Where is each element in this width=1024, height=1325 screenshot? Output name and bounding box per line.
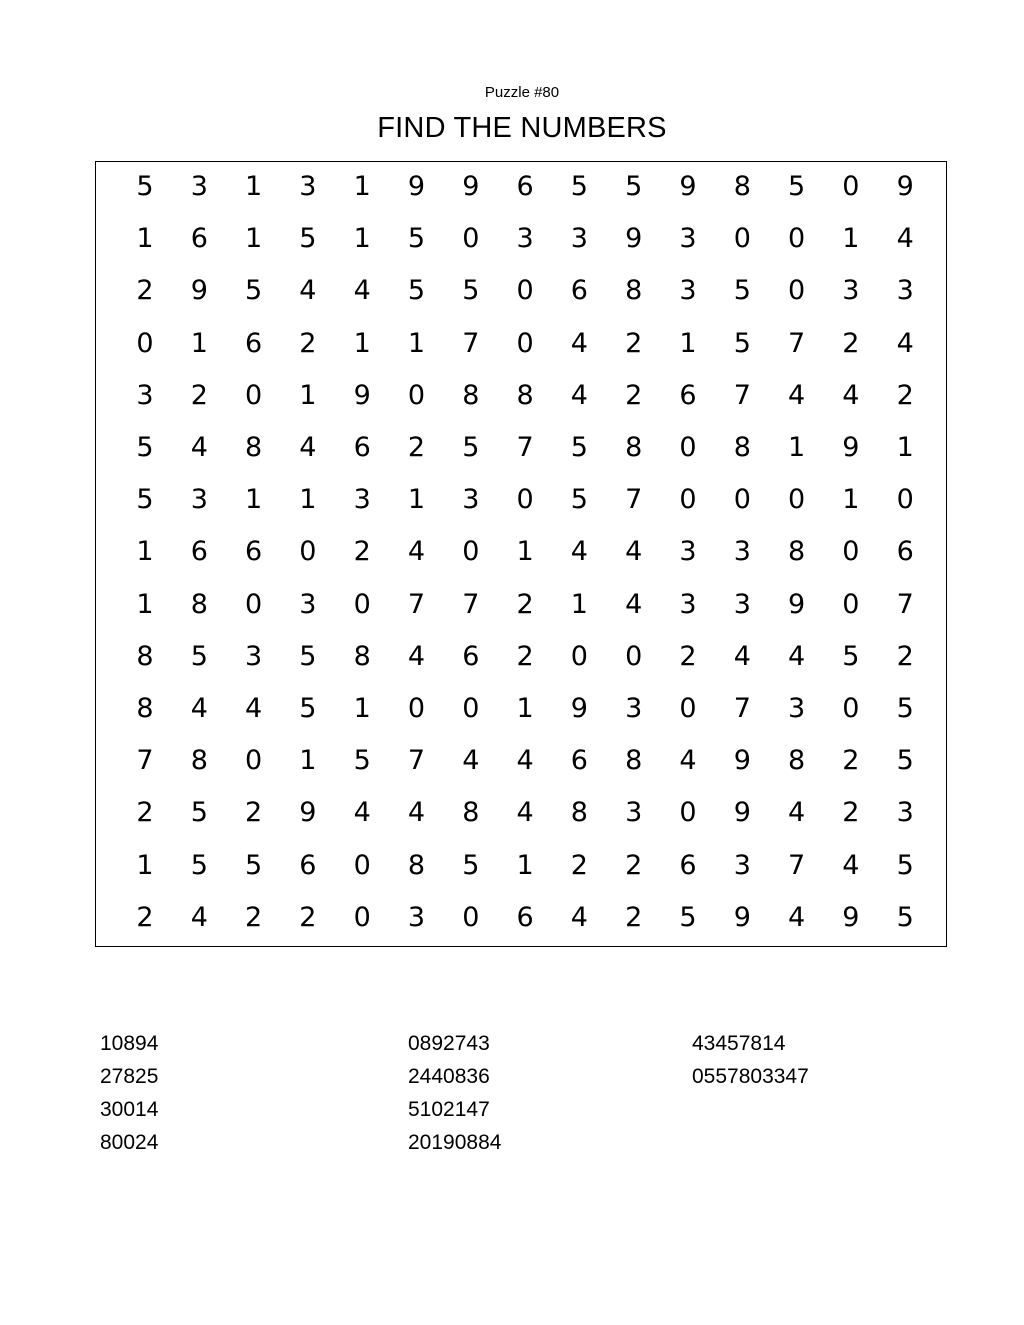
grid-cell[interactable]: 5 bbox=[788, 171, 806, 202]
grid-cell[interactable]: 6 bbox=[679, 379, 697, 411]
grid-cell[interactable]: 4 bbox=[299, 432, 317, 463]
grid-cell[interactable]: 5 bbox=[190, 797, 208, 829]
grid-cell[interactable]: 1 bbox=[245, 171, 263, 202]
grid-cell[interactable]: 1 bbox=[136, 536, 154, 568]
grid-cell[interactable]: 3 bbox=[625, 693, 643, 724]
grid-cell[interactable]: 4 bbox=[788, 379, 806, 411]
grid-cell[interactable]: 2 bbox=[516, 588, 534, 620]
grid-cell[interactable]: 0 bbox=[245, 379, 263, 411]
grid-cell[interactable]: 4 bbox=[190, 693, 208, 724]
grid-cell[interactable]: 9 bbox=[842, 432, 860, 463]
grid-cell[interactable]: 0 bbox=[353, 849, 371, 881]
grid-cell[interactable]: 9 bbox=[679, 171, 697, 202]
grid-cell[interactable]: 9 bbox=[190, 275, 208, 307]
word-list-item: 30014 bbox=[100, 1098, 159, 1121]
grid-cell[interactable]: 3 bbox=[462, 484, 480, 516]
grid-cell[interactable]: 5 bbox=[462, 432, 480, 463]
grid-cell[interactable]: 2 bbox=[245, 901, 263, 933]
number-grid bbox=[95, 161, 947, 947]
grid-cell[interactable]: 7 bbox=[407, 588, 426, 620]
grid-cell[interactable]: 5 bbox=[353, 745, 371, 777]
grid-cell[interactable]: 4 bbox=[788, 640, 806, 672]
grid-cell[interactable]: 1 bbox=[299, 745, 317, 777]
grid-cell[interactable]: 0 bbox=[353, 588, 371, 620]
grid-cell[interactable]: 1 bbox=[407, 327, 426, 359]
grid-cell[interactable]: 0 bbox=[245, 588, 263, 620]
grid-cell[interactable]: 5 bbox=[570, 484, 588, 516]
grid-cell[interactable]: 1 bbox=[190, 327, 208, 359]
grid-cell[interactable]: 7 bbox=[136, 745, 154, 777]
grid-cell[interactable]: 3 bbox=[896, 275, 914, 307]
grid-cell[interactable]: 2 bbox=[190, 379, 208, 411]
grid-cell[interactable]: 0 bbox=[788, 275, 806, 307]
grid-cell[interactable]: 6 bbox=[570, 745, 588, 777]
grid-cell[interactable]: 9 bbox=[733, 745, 751, 777]
grid-cell[interactable]: 9 bbox=[788, 588, 806, 620]
grid-cell[interactable]: 0 bbox=[842, 171, 860, 202]
grid-cell[interactable]: 7 bbox=[788, 327, 806, 359]
grid-cell[interactable]: 2 bbox=[842, 327, 860, 359]
grid-cell[interactable]: 3 bbox=[788, 693, 806, 724]
grid-cell[interactable]: 0 bbox=[679, 797, 697, 829]
grid-cell[interactable]: 5 bbox=[462, 849, 480, 881]
grid-cell[interactable]: 9 bbox=[733, 901, 751, 933]
grid-cell[interactable]: 1 bbox=[299, 379, 317, 411]
grid-cell[interactable]: 5 bbox=[842, 640, 860, 672]
grid-cell[interactable]: 0 bbox=[679, 432, 697, 463]
grid-cell[interactable]: 4 bbox=[788, 797, 806, 829]
grid-cell[interactable]: 1 bbox=[245, 223, 263, 255]
grid-cell[interactable]: 8 bbox=[407, 849, 426, 881]
word-list-item: 0557803347 bbox=[692, 1065, 809, 1088]
grid-cell[interactable]: 7 bbox=[625, 484, 643, 516]
grid-cell[interactable]: 4 bbox=[842, 379, 860, 411]
grid-cell[interactable]: 8 bbox=[190, 745, 208, 777]
grid-cell[interactable]: 9 bbox=[570, 693, 588, 724]
grid-cell[interactable]: 4 bbox=[733, 640, 751, 672]
grid-cell[interactable]: 8 bbox=[516, 379, 534, 411]
grid-cell[interactable]: 9 bbox=[462, 171, 480, 202]
grid-cell[interactable]: 7 bbox=[733, 379, 751, 411]
grid-cell[interactable]: 8 bbox=[733, 432, 751, 463]
grid-cell[interactable]: 2 bbox=[299, 327, 317, 359]
grid-cell[interactable]: 5 bbox=[570, 432, 588, 463]
grid-cell[interactable]: 6 bbox=[516, 171, 534, 202]
grid-cell[interactable]: 0 bbox=[842, 693, 860, 724]
grid-cell[interactable]: 0 bbox=[733, 484, 751, 516]
grid-cell[interactable]: 3 bbox=[733, 536, 751, 568]
grid-cell[interactable]: 9 bbox=[407, 171, 426, 202]
grid-cell[interactable]: 4 bbox=[353, 797, 371, 829]
grid-cell[interactable]: 1 bbox=[136, 849, 154, 881]
grid-cell[interactable]: 4 bbox=[570, 327, 588, 359]
grid-cell[interactable]: 5 bbox=[896, 901, 914, 933]
grid-cell[interactable]: 5 bbox=[190, 640, 208, 672]
grid-cell[interactable]: 0 bbox=[516, 484, 534, 516]
grid-cell[interactable]: 7 bbox=[462, 588, 480, 620]
grid-cell[interactable]: 1 bbox=[353, 223, 371, 255]
grid-cell[interactable]: 1 bbox=[353, 171, 371, 202]
grid-cell[interactable]: 8 bbox=[570, 797, 588, 829]
grid-cell[interactable]: 9 bbox=[733, 797, 751, 829]
grid-cell[interactable]: 9 bbox=[842, 901, 860, 933]
grid-cell[interactable]: 9 bbox=[896, 171, 914, 202]
grid-cell[interactable]: 1 bbox=[136, 588, 154, 620]
grid-cell[interactable]: 0 bbox=[353, 901, 371, 933]
grid-cell[interactable]: 6 bbox=[190, 536, 208, 568]
grid-cell[interactable]: 1 bbox=[245, 484, 263, 516]
grid-cell[interactable]: 3 bbox=[570, 223, 588, 255]
grid-cell[interactable]: 4 bbox=[245, 693, 263, 724]
grid-cell[interactable]: 6 bbox=[570, 275, 588, 307]
grid-cell[interactable]: 5 bbox=[733, 275, 751, 307]
grid-cell[interactable]: 4 bbox=[842, 849, 860, 881]
grid-cell[interactable]: 5 bbox=[299, 693, 317, 724]
grid-cell[interactable]: 0 bbox=[842, 588, 860, 620]
grid-cell[interactable]: 1 bbox=[842, 484, 860, 516]
grid-cell[interactable]: 3 bbox=[842, 275, 860, 307]
grid-cell[interactable]: 4 bbox=[570, 901, 588, 933]
grid-cell[interactable]: 0 bbox=[733, 223, 751, 255]
grid-cell[interactable]: 5 bbox=[570, 171, 588, 202]
grid-cell[interactable]: 6 bbox=[516, 901, 534, 933]
word-list-item: 20190884 bbox=[408, 1131, 502, 1154]
grid-cell[interactable]: 4 bbox=[788, 901, 806, 933]
grid-cell[interactable]: 2 bbox=[570, 849, 588, 881]
grid-cell[interactable]: 3 bbox=[353, 484, 371, 516]
grid-cell[interactable]: 5 bbox=[136, 171, 154, 202]
grid-cell[interactable]: 4 bbox=[679, 745, 697, 777]
grid-cell[interactable]: 1 bbox=[353, 693, 371, 724]
grid-cell[interactable]: 8 bbox=[625, 432, 643, 463]
grid-cell[interactable]: 5 bbox=[190, 849, 208, 881]
grid-cell[interactable]: 0 bbox=[462, 693, 480, 724]
grid-cell[interactable]: 3 bbox=[733, 849, 751, 881]
grid-cell[interactable]: 2 bbox=[896, 379, 914, 411]
grid-cell[interactable]: 0 bbox=[516, 275, 534, 307]
grid-cell[interactable]: 9 bbox=[625, 223, 643, 255]
grid-cell[interactable]: 2 bbox=[136, 275, 154, 307]
grid-cell[interactable]: 8 bbox=[625, 745, 643, 777]
grid-cell[interactable]: 5 bbox=[299, 223, 317, 255]
grid-cell[interactable]: 3 bbox=[679, 588, 697, 620]
grid-cell[interactable]: 1 bbox=[896, 432, 914, 463]
grid-cell[interactable]: 6 bbox=[896, 536, 914, 568]
grid-cell[interactable]: 8 bbox=[136, 640, 154, 672]
grid-cell[interactable]: 3 bbox=[190, 484, 208, 516]
grid-cell[interactable]: 3 bbox=[625, 797, 643, 829]
puzzle-number: Puzzle #80 bbox=[484, 84, 560, 101]
grid-cell[interactable]: 9 bbox=[353, 379, 371, 411]
word-list-item: 5102147 bbox=[408, 1098, 490, 1121]
grid-cell[interactable]: 0 bbox=[407, 379, 426, 411]
grid-cell[interactable]: 0 bbox=[570, 640, 588, 672]
grid-cell[interactable]: 1 bbox=[570, 588, 588, 620]
grid-cell[interactable]: 3 bbox=[679, 536, 697, 568]
grid-cell[interactable]: 0 bbox=[679, 693, 697, 724]
grid-cell[interactable]: 4 bbox=[896, 327, 914, 359]
grid-cell[interactable]: 6 bbox=[462, 640, 480, 672]
grid-cell[interactable]: 7 bbox=[733, 693, 751, 724]
grid-cell[interactable]: 5 bbox=[462, 275, 480, 307]
grid-cell[interactable]: 4 bbox=[516, 745, 534, 777]
grid-cell[interactable]: 1 bbox=[516, 849, 534, 881]
grid-cell[interactable]: 2 bbox=[353, 536, 371, 568]
grid-cell[interactable]: 0 bbox=[679, 484, 697, 516]
grid-cell[interactable]: 0 bbox=[625, 640, 643, 672]
grid-cell[interactable]: 3 bbox=[679, 223, 697, 255]
grid-cell[interactable]: 8 bbox=[462, 797, 480, 829]
grid-cell[interactable]: 5 bbox=[299, 640, 317, 672]
grid-cell[interactable]: 1 bbox=[516, 693, 534, 724]
grid-cell[interactable]: 2 bbox=[679, 640, 697, 672]
grid-cell[interactable]: 3 bbox=[245, 640, 263, 672]
grid-cell[interactable]: 2 bbox=[136, 901, 154, 933]
grid-cell[interactable]: 1 bbox=[788, 432, 806, 463]
grid-cell[interactable]: 2 bbox=[842, 797, 860, 829]
word-list-column-3 bbox=[692, 1027, 809, 1093]
grid-cell[interactable]: 3 bbox=[136, 379, 154, 411]
grid-cell[interactable]: 8 bbox=[462, 379, 480, 411]
grid-cell[interactable]: 4 bbox=[407, 797, 426, 829]
grid-cell[interactable]: 5 bbox=[136, 432, 154, 463]
word-list-item: 2440836 bbox=[408, 1065, 490, 1088]
grid-cell[interactable]: 2 bbox=[896, 640, 914, 672]
grid-cell[interactable]: 2 bbox=[625, 327, 643, 359]
grid-cell[interactable]: 5 bbox=[733, 327, 751, 359]
grid-cell[interactable]: 0 bbox=[136, 327, 154, 359]
grid-cell[interactable]: 3 bbox=[679, 275, 697, 307]
grid-cell[interactable]: 8 bbox=[733, 171, 751, 202]
grid-cell[interactable]: 6 bbox=[190, 223, 208, 255]
word-list-item: 27825 bbox=[100, 1065, 159, 1088]
grid-cell[interactable]: 5 bbox=[245, 849, 263, 881]
grid-cell[interactable]: 5 bbox=[407, 275, 426, 307]
grid-cell[interactable]: 0 bbox=[462, 901, 480, 933]
grid-cell[interactable]: 8 bbox=[190, 588, 208, 620]
grid-cell[interactable]: 0 bbox=[516, 327, 534, 359]
grid-cell[interactable]: 0 bbox=[462, 223, 480, 255]
grid-cell[interactable]: 5 bbox=[896, 693, 914, 724]
grid-cell[interactable]: 8 bbox=[245, 432, 263, 463]
grid-cell[interactable]: 1 bbox=[516, 536, 534, 568]
grid-cell[interactable]: 8 bbox=[788, 745, 806, 777]
grid-cell[interactable]: 3 bbox=[407, 901, 426, 933]
grid-cell[interactable]: 5 bbox=[245, 275, 263, 307]
grid-cell[interactable]: 1 bbox=[136, 223, 154, 255]
grid-cell[interactable]: 3 bbox=[190, 171, 208, 202]
grid-cell[interactable]: 4 bbox=[190, 432, 208, 463]
grid-cell[interactable]: 5 bbox=[136, 484, 154, 516]
grid-cell[interactable]: 8 bbox=[353, 640, 371, 672]
grid-cell[interactable]: 4 bbox=[353, 275, 371, 307]
grid-cell[interactable]: 4 bbox=[896, 223, 914, 255]
grid-cell[interactable]: 8 bbox=[136, 693, 154, 724]
grid-cell[interactable]: 4 bbox=[570, 536, 588, 568]
grid-cell[interactable]: 7 bbox=[407, 745, 426, 777]
word-list-column-2 bbox=[408, 1027, 501, 1159]
grid-cell[interactable]: 2 bbox=[516, 640, 534, 672]
grid-cell[interactable]: 4 bbox=[570, 379, 588, 411]
word-list-item: 10894 bbox=[100, 1032, 159, 1055]
grid-cell[interactable]: 5 bbox=[679, 901, 697, 933]
grid-cell[interactable]: 3 bbox=[299, 171, 317, 202]
grid-cell[interactable]: 2 bbox=[245, 797, 263, 829]
grid-cell[interactable]: 4 bbox=[190, 901, 208, 933]
grid-cell[interactable]: 7 bbox=[462, 327, 480, 359]
word-list-item: 43457814 bbox=[692, 1032, 786, 1055]
grid-cell[interactable]: 0 bbox=[842, 536, 860, 568]
word-list-column-1 bbox=[100, 1027, 158, 1159]
grid-cell[interactable]: 7 bbox=[896, 588, 914, 620]
grid-cell[interactable]: 0 bbox=[299, 536, 317, 568]
grid-cell[interactable]: 3 bbox=[896, 797, 914, 829]
grid-cell[interactable]: 6 bbox=[299, 849, 317, 881]
grid-cell[interactable]: 2 bbox=[625, 901, 643, 933]
grid-cell[interactable]: 5 bbox=[896, 745, 914, 777]
grid-cell[interactable]: 5 bbox=[625, 171, 643, 202]
grid-cell[interactable]: 5 bbox=[896, 849, 914, 881]
grid-cell[interactable]: 2 bbox=[299, 901, 317, 933]
grid-cell[interactable]: 5 bbox=[407, 223, 426, 255]
grid-cell[interactable]: 0 bbox=[788, 484, 806, 516]
grid-cell[interactable]: 7 bbox=[516, 432, 534, 463]
grid-cell[interactable]: 8 bbox=[625, 275, 643, 307]
grid-cell[interactable]: 3 bbox=[299, 588, 317, 620]
grid-cell[interactable]: 6 bbox=[245, 327, 263, 359]
grid-cell[interactable]: 0 bbox=[407, 693, 426, 724]
grid-cell[interactable]: 3 bbox=[516, 223, 534, 255]
grid-cell[interactable]: 6 bbox=[245, 536, 263, 568]
grid-cell[interactable]: 0 bbox=[462, 536, 480, 568]
grid-cell[interactable]: 4 bbox=[462, 745, 480, 777]
grid-cell[interactable]: 2 bbox=[625, 379, 643, 411]
grid-cell[interactable]: 4 bbox=[407, 640, 426, 672]
grid-cell[interactable]: 0 bbox=[245, 745, 263, 777]
grid-cell[interactable]: 1 bbox=[407, 484, 426, 516]
grid-cell[interactable]: 7 bbox=[788, 849, 806, 881]
grid-cell[interactable]: 4 bbox=[625, 588, 643, 620]
grid-cell[interactable]: 2 bbox=[842, 745, 860, 777]
grid-cell[interactable]: 4 bbox=[299, 275, 317, 307]
word-list-item: 80024 bbox=[100, 1131, 159, 1154]
grid-cell[interactable]: 4 bbox=[516, 797, 534, 829]
grid-cell[interactable]: 2 bbox=[625, 849, 643, 881]
grid-cell[interactable]: 1 bbox=[679, 327, 697, 359]
grid-cell[interactable]: 1 bbox=[299, 484, 317, 516]
grid-cell[interactable]: 0 bbox=[788, 223, 806, 255]
grid-cell[interactable]: 6 bbox=[353, 432, 371, 463]
grid-cell[interactable]: 2 bbox=[136, 797, 154, 829]
page-title: FIND THE NUMBERS bbox=[377, 112, 667, 144]
grid-cell[interactable]: 6 bbox=[679, 849, 697, 881]
grid-cell[interactable]: 2 bbox=[407, 432, 426, 463]
grid-cell[interactable]: 3 bbox=[733, 588, 751, 620]
grid-cell[interactable]: 9 bbox=[299, 797, 317, 829]
grid-cell[interactable]: 4 bbox=[407, 536, 426, 568]
grid-cell[interactable]: 1 bbox=[842, 223, 860, 255]
grid-cell[interactable]: 1 bbox=[353, 327, 371, 359]
word-list-item: 0892743 bbox=[408, 1032, 490, 1055]
grid-cell[interactable]: 0 bbox=[896, 484, 914, 516]
word-list bbox=[0, 1027, 1024, 1167]
grid-cell[interactable]: 8 bbox=[788, 536, 806, 568]
grid-cell[interactable]: 4 bbox=[625, 536, 643, 568]
